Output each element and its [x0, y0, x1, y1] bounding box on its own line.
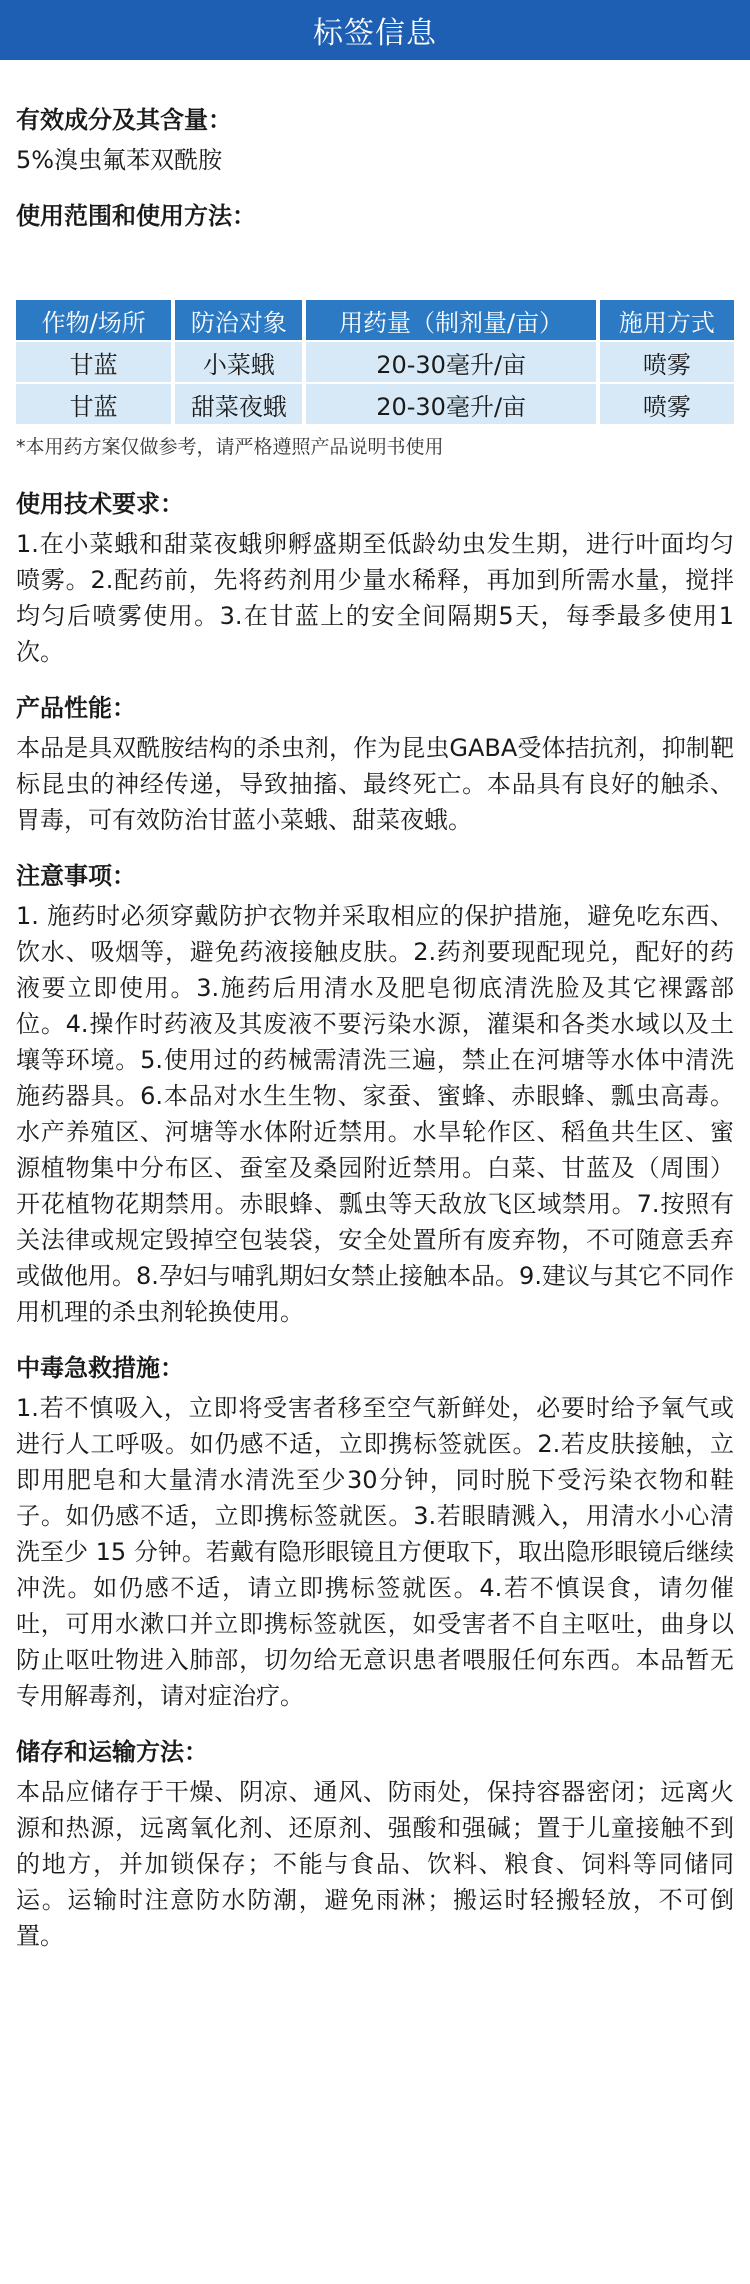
- ingredient-section: [16, 102, 734, 178]
- ingredient-title: 有效成分及其含量：: [16, 106, 232, 134]
- table-row: [16, 384, 734, 424]
- performance-title: 产品性能：: [16, 694, 136, 722]
- usage-section: [16, 198, 734, 462]
- precautions-section: [16, 858, 734, 1330]
- storage-title: 储存和运输方法：: [16, 1738, 208, 1766]
- precautions-title: 注意事项：: [16, 862, 136, 890]
- performance-text: 本品是具双酰胺结构的杀虫剂，作为昆虫GABA受体拮抗剂，抑制靶标昆虫的神经传递，导致抽搐、最终死亡。本品具有良好的触杀、胃毒，可有效防治甘蓝小菜蛾、甜菜夜蛾。: [16, 734, 734, 834]
- technical-text: 1.在小菜蛾和甜菜夜蛾卵孵盛期至低龄幼虫发生期，进行叶面均匀喷雾。2.配药前，先将药剂用少量水稀释，再加到所需水量，搅拌均匀后喷雾使用。3.在甘蓝上的安全间隔期5天，每季最多使用1次。: [16, 530, 734, 666]
- firstaid-title: 中毒急救措施：: [16, 1354, 184, 1382]
- table-cell: 20-30毫升/亩: [306, 384, 595, 424]
- table-cell: 20-30毫升/亩: [306, 342, 595, 382]
- performance-section: [16, 690, 734, 838]
- technical-section: [16, 486, 734, 670]
- precautions-text: 1. 施药时必须穿戴防护衣物并采取相应的保护措施，避免吃东西、饮水、吸烟等，避免药液接触皮肤。2.药剂要现配现兑，配好的药液要立即使用。3.施药后用清水及肥皂彻底清洗脸及其它裸露部位。4.操作时药液及其废液不要污染水源，灌渠和各类水域以及土壤等环境。5.使用过的药械需清洗三遍，禁止在河塘等水体中清洗施药器具。6.本品对水生生物、家蚕、蜜蜂、赤眼蜂、瓢虫高毒。水产养殖区、河塘等水体附近禁用。水旱轮作区、稻鱼共生区、蜜源植物集中分布区、蚕室及桑园附近禁用。白菜、甘蓝及（周围）开花植物花期禁用。赤眼蜂、瓢虫等天敌放飞区域禁用。7.按照有关法律或规定毁掉空包装袋，安全处置所有废弃物，不可随意丢弃或做他用。8.孕妇与哺乳期妇女禁止接触本品。9.建议与其它不同作用机理的杀虫剂轮换使用。: [16, 902, 734, 1326]
- column-header-method: 施用方式: [600, 300, 734, 340]
- table-header-row: [16, 300, 734, 340]
- column-header-target: 防治对象: [175, 300, 302, 340]
- ingredient-text: 5%溴虫氟苯双酰胺: [16, 146, 223, 174]
- table-cell: 甘蓝: [16, 342, 171, 382]
- table-cell: 小菜蛾: [175, 342, 302, 382]
- table-cell: 甜菜夜蛾: [175, 384, 302, 424]
- page-header: [0, 0, 750, 60]
- page-title: 标签信息: [313, 16, 437, 51]
- technical-title: 使用技术要求：: [16, 490, 184, 518]
- firstaid-section: [16, 1350, 734, 1714]
- usage-table: [12, 298, 738, 426]
- usage-title: 使用范围和使用方法：: [16, 202, 256, 230]
- label-content: [0, 60, 750, 1954]
- storage-section: [16, 1734, 734, 1954]
- firstaid-text: 1.若不慎吸入，立即将受害者移至空气新鲜处，必要时给予氧气或进行人工呼吸。如仍感不适，立即携标签就医。2.若皮肤接触，立即用肥皂和大量清水清洗至少30分钟，同时脱下受污染衣物和鞋子。如仍感不适，立即携标签就医。3.若眼睛溅入，用清水小心清洗至少 15 分钟。若戴有隐形眼镜且方便取下，取出隐形眼镜后继续冲洗。如仍感不适，请立即携标签就医。4.若不慎误食，请勿催吐，可用水漱口并立即携标签就医，如受害者不自主呕吐，曲身以防止呕吐物进入肺部，切勿给无意识患者喂服任何东西。本品暂无专用解毒剂，请对症治疗。: [16, 1394, 734, 1710]
- table-row: [16, 342, 734, 382]
- usage-note: *本用药方案仅做参考，请严格遵照产品说明书使用: [16, 436, 444, 458]
- table-cell: 甘蓝: [16, 384, 171, 424]
- table-cell: 喷雾: [600, 342, 734, 382]
- column-header-dosage: 用药量（制剂量/亩）: [306, 300, 595, 340]
- table-cell: 喷雾: [600, 384, 734, 424]
- column-header-crop: 作物/场所: [16, 300, 171, 340]
- storage-text: 本品应储存于干燥、阴凉、通风、防雨处，保持容器密闭；远离火源和热源，远离氧化剂、还原剂、强酸和强碱；置于儿童接触不到的地方，并加锁保存；不能与食品、饮料、粮食、饲料等同储同运。运输时注意防水防潮，避免雨淋；搬运时轻搬轻放，不可倒置。: [16, 1778, 734, 1950]
